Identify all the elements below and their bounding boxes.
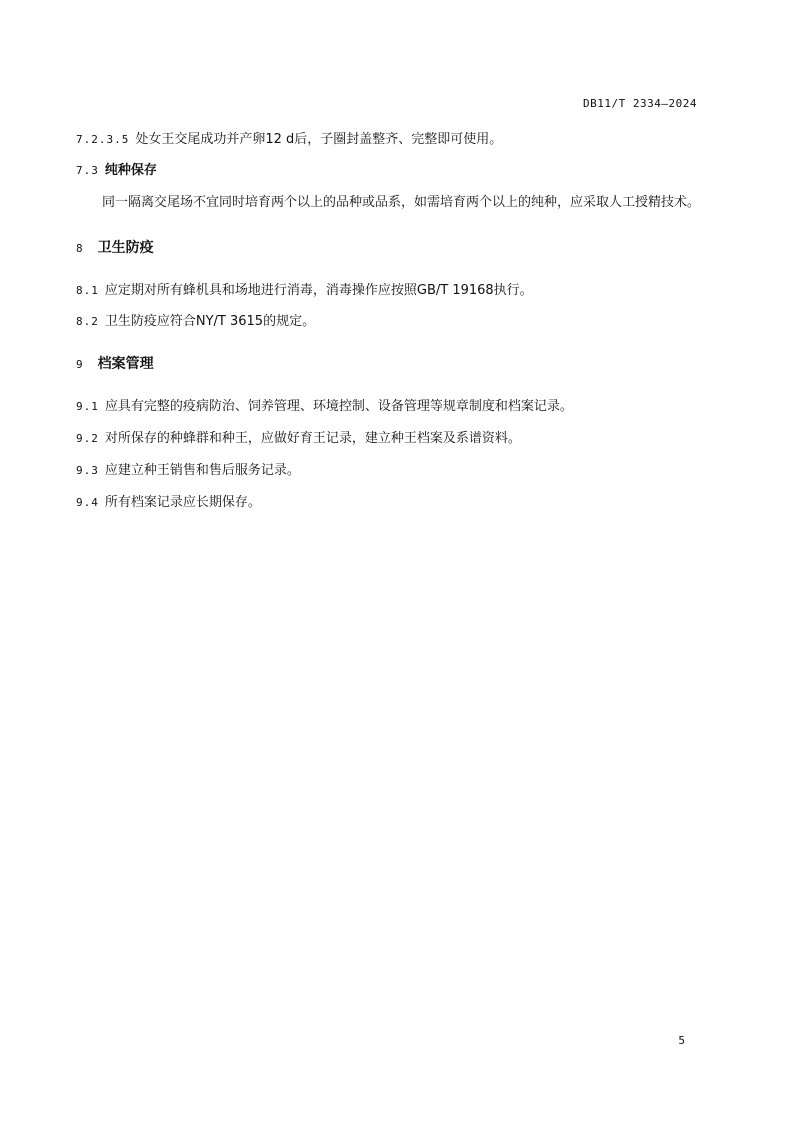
- clause-7-2-3-5: [76, 130, 706, 150]
- clause-9-4: [76, 493, 706, 513]
- document-code: DB11/T 2334—2024: [583, 97, 697, 110]
- clause-number: 7.3: [76, 164, 99, 177]
- clause-9-3: [76, 461, 706, 481]
- paragraph-pure-breed: 同一隔离交尾场不宜同时培育两个以上的品种或品系，如需培育两个以上的纯种，应采取人工授精技术。: [102, 195, 701, 210]
- clause-8-2: [76, 312, 706, 332]
- clause-number: 9.4: [76, 496, 99, 509]
- section-number: 8: [76, 242, 84, 255]
- clause-text: 处女王交尾成功并产卵12 d后，子圈封盖整齐、完整即可使用。: [135, 132, 503, 147]
- clause-8-1: [76, 281, 706, 301]
- clause-number: 8.2: [76, 315, 99, 328]
- clause-text: 卫生防疫应符合NY/T 3615的规定。: [104, 314, 316, 329]
- page-number: 5: [678, 1034, 685, 1047]
- clause-number: 9.1: [76, 400, 99, 413]
- heading-text: 卫生防疫: [97, 240, 154, 256]
- clause-number: 9.2: [76, 432, 99, 445]
- clause-text: 对所保存的种蜂群和种王，应做好育王记录，建立种王档案及系谱资料。: [104, 431, 521, 446]
- clause-9-2: [76, 429, 706, 449]
- section-number: 9: [76, 358, 84, 371]
- subsection-heading-7-3: [76, 161, 706, 181]
- page-content: [76, 130, 706, 513]
- clause-text: 应定期对所有蜂机具和场地进行消毒，消毒操作应按照GB/T 19168执行。: [104, 283, 533, 298]
- clause-text: 应具有完整的疫病防治、饲养管理、环境控制、设备管理等规章制度和档案记录。: [104, 399, 573, 414]
- clause-9-1: [76, 397, 706, 417]
- heading-text: 档案管理: [97, 356, 154, 372]
- clause-number: 7.2.3.5: [76, 133, 130, 146]
- section-heading-8: [76, 237, 706, 260]
- clause-text: 所有档案记录应长期保存。: [104, 495, 261, 510]
- clause-number: 8.1: [76, 284, 99, 297]
- clause-number: 9.3: [76, 464, 99, 477]
- clause-text: 应建立种王销售和售后服务记录。: [104, 463, 300, 478]
- heading-text: 纯种保存: [104, 163, 157, 178]
- section-heading-9: [76, 353, 706, 376]
